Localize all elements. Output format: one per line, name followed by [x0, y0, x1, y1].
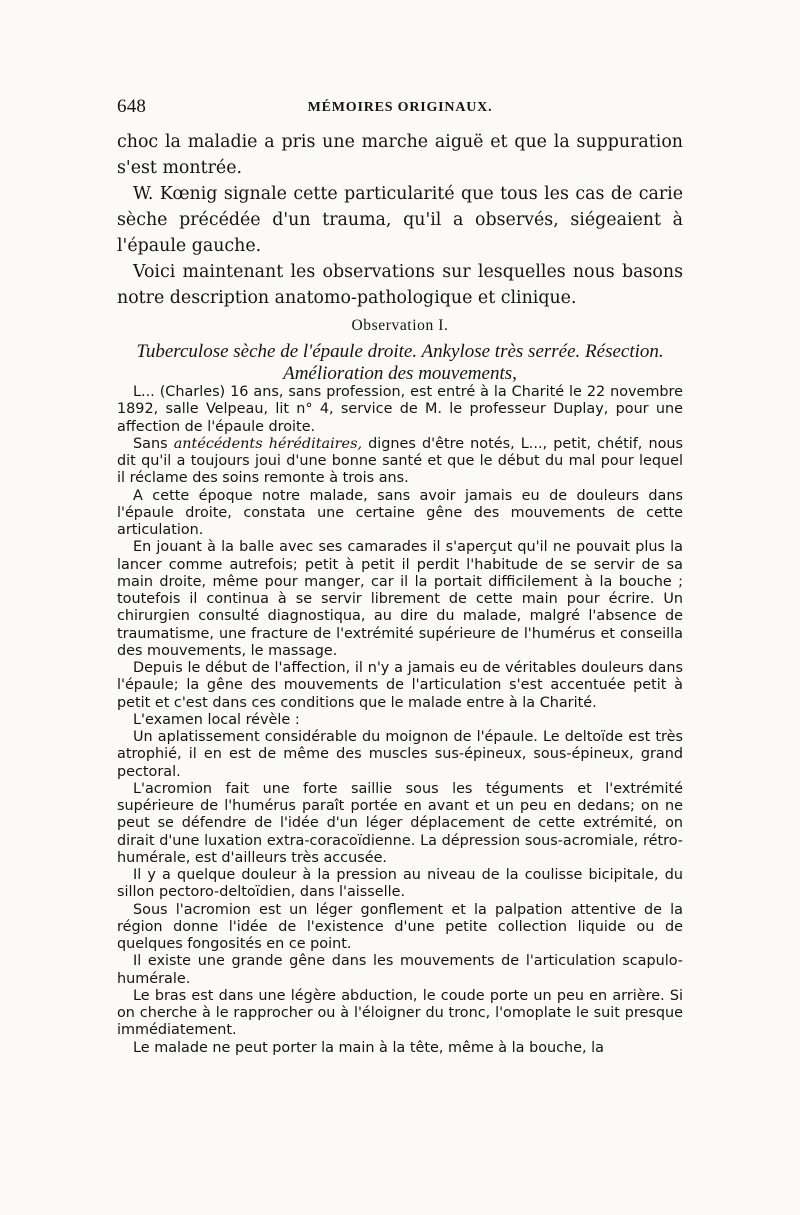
body-paragraph-13: Le malade ne peut porter la main à la tête, même à la bouche, la — [133, 1039, 604, 1056]
p2-lead: Sans — [133, 435, 168, 452]
intro-paragraph-2: W. Kœnig signale cette particularité que tous les cas de carie sèche précédée d'un trauma, qu'il a observés, siégeaient à l'épaule gauche. — [117, 184, 683, 256]
body-paragraph-3: A cette époque notre malade, sans avoir jamais eu de douleurs dans l'épaule droite, constata une certaine gêne des mouvements de cette articulation. — [117, 487, 683, 538]
running-head: MÉMOIRES ORIGINAUX. — [307, 100, 493, 115]
intro-paragraph-1: choc la maladie a pris une marche aiguë et que la suppuration s'est montrée. — [117, 132, 683, 178]
observation-title: Observation I. — [351, 317, 449, 334]
body-paragraph-11: Il existe une grande gêne dans les mouvements de l'articulation scapulo-humérale. — [117, 953, 683, 987]
body-paragraph-1: L... (Charles) 16 ans, sans profession, est entré à la Charité le 22 novembre 1892, salle Velpeau, lit n° 4, service de M. le professeur Duplay, pour une affection de l'épaule droite. — [117, 384, 683, 435]
body-paragraph-7: Un aplatissement considérable du moignon de l'épaule. Le deltoïde est très atrophié, il en est de même des muscles sus-épineux, sous-épineux, grand pectoral. — [117, 729, 683, 780]
page-number: 648 — [117, 96, 147, 117]
body-paragraph-6: L'examen local révèle : — [133, 711, 300, 728]
body-paragraph-5: Depuis le début de l'affection, il n'y a jamais eu de véritables douleurs dans l'épaule; la gêne des mouvements de l'articulation s'est accentuée petit à petit et c'est dans ces conditions que le malade entre à la Charité. — [117, 660, 683, 711]
body-paragraph-12: Le bras est dans une légère abduction, le coude porte un peu en arrière. Si on cherche à le rapprocher ou à l'éloigner du tronc, l'omoplate le suit presque immédiatement. — [117, 987, 683, 1039]
p2-italic: antécédents héréditaires, — [173, 435, 363, 452]
body-paragraph-9: Il y a quelque douleur à la pression au niveau de la coulisse bicipitale, du sillon pectoro-deltoïdien, dans l'aisselle. — [117, 867, 683, 901]
observation-subtitle: Tuberculose sèche de l'épaule droite. Ankylose très serrée. Résection. Amélioration des mouvements, — [136, 341, 664, 384]
body-paragraph-2 — [117, 436, 683, 488]
body-paragraph-10: Sous l'acromion est un léger gonflement et la palpation attentive de la région donne l'idée de l'existence d'une petite collection liquide ou de quelques fongosités en ce point. — [117, 901, 683, 952]
body-paragraph-8: L'acromion fait une forte saillie sous les téguments et l'extrémité supérieure de l'humérus paraît portée en avant et un peu en dedans; on ne peut se défendre de l'idée d'un léger déplacement de cette extrémité, on dirait d'une luxation extra-coracoïdienne. La dépression sous-acromiale, rétro-humérale, est d'ailleurs très accusée. — [117, 780, 683, 866]
page-header — [117, 96, 683, 120]
observation-body — [117, 384, 683, 1057]
body-paragraph-4: En jouant à la balle avec ses camarades il s'aperçut qu'il ne pouvait plus la lancer comme autrefois; petit à petit il perdit l'habitude de se servir de sa main droite, même pour manger, car il la portait difficilement à la bouche ; toutefois il continua à se servir librement de cette main pour écrire. Un chirurgien consulté diagnostiqua, au dire du malade, malgré l'absence de traumatisme, une fracture de l'extrémité supérieure de l'humérus et conseilla des mouvements, le massage. — [117, 539, 683, 659]
intro-text — [117, 129, 683, 311]
intro-paragraph-3: Voici maintenant les observations sur lesquelles nous basons notre description anatomo-pathologique et clinique. — [117, 262, 683, 308]
p2-rest: dignes d'être notés, L..., petit, chétif, nous dit qu'il a toujours joui d'une bonne santé et que le début du mal pour lequel il réclame des soins remonte à trois ans. — [117, 435, 684, 487]
